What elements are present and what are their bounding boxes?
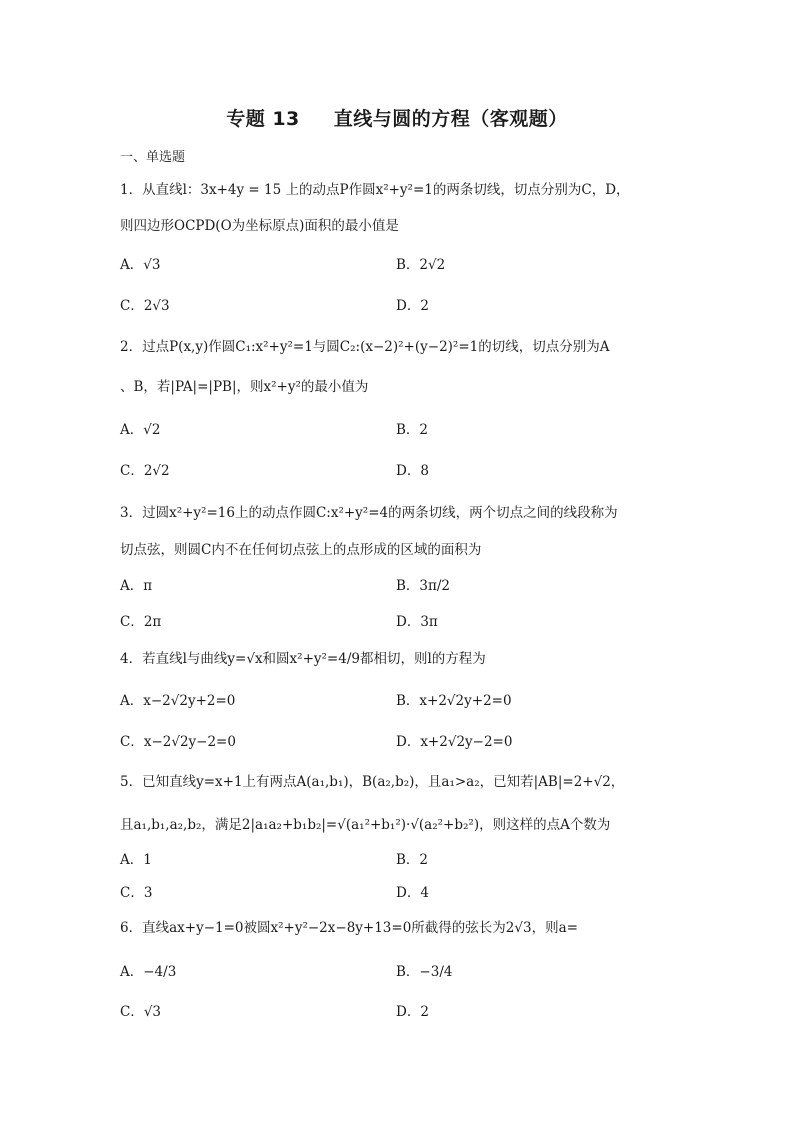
page-title [0,104,794,131]
question-2-option-d: D．8 [396,463,429,479]
question-2-stem-line2: 、B，若|PA|=|PB|，则x²+y²的最小值为 [120,379,369,395]
question-5-stem-line1: 5．已知直线y=x+1上有两点A(a₁,b₁)，B(a₂,b₂)，且a₁>a₂，已知若|AB|=2+√2， [120,774,625,790]
question-6-option-a: A．−4/3 [120,964,177,980]
question-1-stem-line1: 1．从直线l：3x+4y = 15 上的动点P作圆x²+y²=1的两条切线，切点分别为C，D， [120,182,630,198]
title-main: 直线与圆的方程（客观题） [333,108,568,130]
question-6-stem-line1: 6．直线ax+y−1=0被圆x²+y²−2x−8y+13=0所截得的弦长为2√3，则a= [120,920,578,936]
question-4-option-a: A．x−2√2y+2=0 [120,693,236,709]
question-3-option-d: D．3π [396,614,438,630]
question-1-stem-line2: 则四边形OCPD(O为坐标原点)面积的最小值是 [120,218,399,234]
question-6-option-c: C．√3 [120,1004,162,1020]
question-1-option-b: B．2√2 [396,257,446,273]
question-1-option-c: C．2√3 [120,298,170,314]
question-4-option-b: B．x+2√2y+2=0 [396,693,512,709]
question-1-option-d: D．2 [396,298,429,314]
question-5-option-b: B．2 [396,852,429,868]
question-2-stem-line1: 2．过点P(x,y)作圆C₁:x²+y²=1与圆C₂:(x−2)²+(y−2)²=1的切线，切点分别为A [120,339,610,355]
question-4-option-d: D．x+2√2y−2=0 [396,734,513,750]
question-3-option-a: A．π [120,578,153,594]
question-2-option-a: A．√2 [120,422,161,438]
question-3-option-b: B．3π/2 [396,578,451,594]
question-6-option-d: D．2 [396,1004,429,1020]
question-5-option-a: A．1 [120,852,152,868]
section-heading: 一、单选题 [120,150,186,165]
question-5-stem-line2: 且a₁,b₁,a₂,b₂，满足2|a₁a₂+b₁b₂|=√(a₁²+b₁²)·√(a₂²+b₂²)，则这样的点A个数为 [120,817,611,833]
question-5-option-d: D．4 [396,885,429,901]
question-3-option-c: C．2π [120,614,162,630]
title-prefix: 专题 13 [226,108,300,130]
question-6-option-b: B．−3/4 [396,964,453,980]
question-5-option-c: C．3 [120,885,153,901]
question-4-stem-line1: 4．若直线l与曲线y=√x和圆x²+y²=4/9都相切，则l的方程为 [120,651,486,667]
question-4-option-c: C．x−2√2y−2=0 [120,734,236,750]
question-1-option-a: A．√3 [120,257,161,273]
question-3-stem-line2: 切点弦，则圆C内不在任何切点弦上的点形成的区域的面积为 [120,542,482,558]
question-2-option-b: B．2 [396,422,429,438]
question-2-option-c: C．2√2 [120,463,170,479]
question-3-stem-line1: 3．过圆x²+y²=16上的动点作圆C:x²+y²=4的两条切线，两个切点之间的线段称为 [120,505,618,521]
